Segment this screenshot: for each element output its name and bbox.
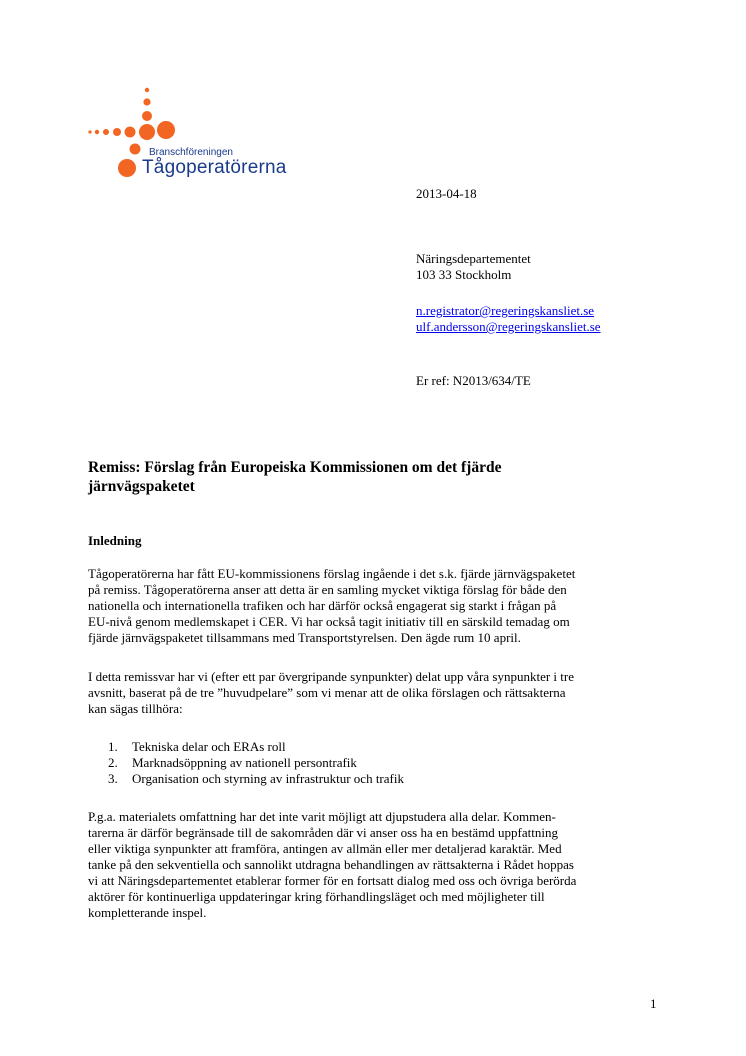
paragraph-line: vi att Näringsdepartementet etablerar former för en fortsatt dialog med oss och övriga berörda	[88, 873, 577, 888]
organization-logo	[86, 86, 316, 186]
title-line: Remiss: Förslag från Europeiska Kommissionen om det fjärde	[88, 459, 502, 476]
paragraph-line: nationella och internationella trafiken och har därför också engagerat sig starkt i frågan på	[88, 598, 557, 613]
list-item	[108, 771, 404, 787]
list-text: Tekniska delar och ERAs roll	[132, 739, 286, 754]
reference-number: Er ref: N2013/634/TE	[416, 373, 531, 388]
email-link-andersson[interactable]: ulf.andersson@regeringskansliet.se	[416, 319, 601, 334]
paragraph-structure	[88, 669, 668, 717]
pillars-list	[108, 739, 404, 787]
paragraph-line: eller viktiga synpunkter att framföra, antingen av allmän eller mer detaljerad karaktär. Med	[88, 841, 562, 856]
recipient-name: Näringsdepartementet	[416, 251, 531, 266]
paragraph-line: Tågoperatörerna har fått EU-kommissionens förslag ingående i det s.k. fjärde järnvägspaketet	[88, 566, 576, 581]
paragraph-line: aktörer för kontinuerliga uppdateringar kring förhandlingsläget och med möjligheter till	[88, 889, 545, 904]
list-number: 1.	[108, 739, 118, 754]
logo-name: Tågoperatörerna	[142, 157, 287, 178]
recipient-address: 103 33 Stockholm	[416, 267, 512, 282]
paragraph-line: kan sägas tillhöra:	[88, 701, 183, 716]
paragraph-line: avsnitt, baserat på de tre ”huvudpelare” som vi menar att de olika förslagen och rättsakterna	[88, 685, 566, 700]
paragraph-line: P.g.a. materialets omfattning har det inte varit möjligt att djupstudera alla delar. Kommen-	[88, 809, 556, 824]
list-number: 3.	[108, 771, 118, 786]
paragraph-line: tarerna är därför begränsade till de sakområden där vi anser oss ha en bestämd uppfattning	[88, 825, 558, 840]
list-item	[108, 755, 404, 771]
paragraph-line: kompletterande inspel.	[88, 905, 207, 920]
paragraph-scope	[88, 809, 668, 921]
list-text: Organisation och styrning av infrastruktur och trafik	[132, 771, 404, 786]
section-heading: Inledning	[88, 533, 142, 548]
paragraph-line: EU-nivå genom medlemskapet i CER. Vi har också tagit initiativ till en särskild temadag om	[88, 614, 570, 629]
logo-subtitle: Branschföreningen	[149, 147, 233, 158]
paragraph-line: fjärde järnvägspaketet tillsammans med Transportstyrelsen. Den ägde rum 10 april.	[88, 630, 521, 645]
paragraph-line: I detta remissvar har vi (efter ett par övergripande synpunkter) delat upp våra synpunkter i tre	[88, 669, 574, 684]
letter-date: 2013-04-18	[416, 186, 477, 201]
page-number: 1	[650, 996, 657, 1011]
paragraph-intro	[88, 566, 668, 646]
paragraph-line: tanke på den sekventiella och sannolikt utdragna behandlingen av rättsakterna i Rådet hoppas	[88, 857, 574, 872]
document-title	[88, 458, 648, 496]
list-number: 2.	[108, 755, 118, 770]
list-text: Marknadsöppning av nationell persontrafik	[132, 755, 357, 770]
list-item	[108, 739, 404, 755]
paragraph-line: på remiss. Tågoperatörerna anser att detta är en samling mycket viktiga förslag för både den	[88, 582, 567, 597]
email-link-registrator[interactable]: n.registrator@regeringskansliet.se	[416, 303, 595, 318]
title-line: järnvägspaketet	[88, 478, 195, 495]
